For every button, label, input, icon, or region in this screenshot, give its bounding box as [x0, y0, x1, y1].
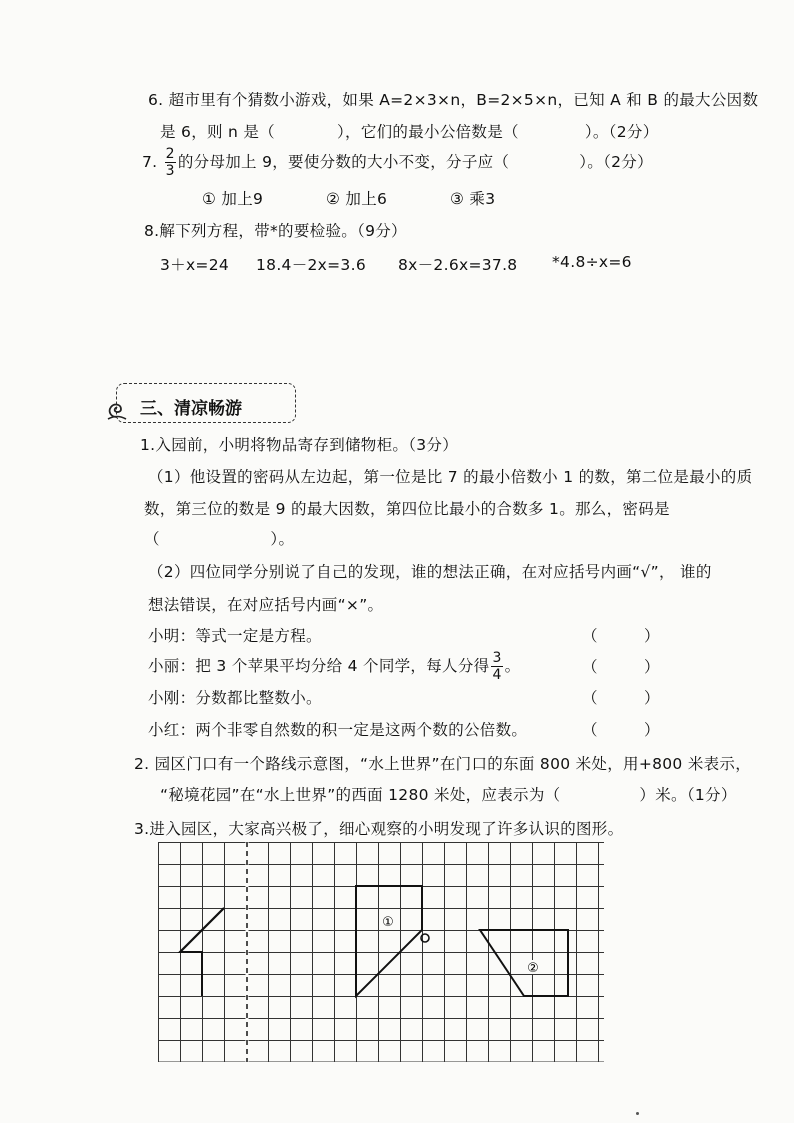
- q7-number: 7.: [142, 153, 158, 171]
- section3-title: 三、清凉畅游: [140, 399, 242, 419]
- shape-1-label: ①: [382, 915, 394, 930]
- shape-1: [356, 886, 422, 996]
- q7-option-3[interactable]: ③ 乘3: [450, 190, 496, 208]
- q8-equation-3: 8x－2.6x=37.8: [398, 256, 518, 274]
- swirl-icon: [104, 397, 130, 423]
- statement-xiaoli-suffix: 。: [504, 657, 521, 675]
- statement-xiaoming: 小明：等式一定是方程。: [148, 627, 322, 645]
- q8-equation-2: 18.4－2x=3.6: [256, 256, 366, 274]
- scan-speck: [636, 1112, 639, 1115]
- statement-xiaohong: 小红：两个非零自然数的积一定是这两个数的公倍数。: [148, 721, 528, 739]
- s3q2-line1: 2. 园区门口有一个路线示意图，“水上世界”在门口的东面 800 米处，用+800 米表示，: [134, 755, 752, 773]
- s3q3-title: 3.进入园区，大家高兴极了，细心观察的小明发现了许多认识的图形。: [134, 820, 624, 838]
- q8-equation-1: 3＋x=24: [160, 256, 230, 274]
- q7-fraction: [165, 146, 176, 179]
- q7-line: [142, 146, 653, 179]
- xiaoli-frac-den: 4: [492, 667, 502, 683]
- s3q2-line2: “秘境花园”在“水上世界”的西面 1280 米处，应表示为（ ）米。（1分）: [160, 786, 737, 804]
- statement-xiaoli: [148, 650, 520, 683]
- s3q1-p2-line2: 想法错误，在对应括号内画“×”。: [148, 596, 384, 614]
- q7-frac-num: 2: [165, 146, 175, 162]
- answer-paren-xiaohong[interactable]: （ ）: [582, 721, 660, 739]
- q7-option-2[interactable]: ② 加上6: [326, 190, 388, 208]
- statement-xiaogang: 小刚：分数都比整数小。: [148, 689, 322, 707]
- xiaoli-frac-num: 3: [492, 650, 502, 666]
- xiaoli-fraction: [491, 650, 502, 683]
- q6-text-c: ）。（2分）: [584, 123, 659, 141]
- s3q1-p1-line3[interactable]: （ ）。: [144, 530, 295, 548]
- answer-paren-xiaoli[interactable]: （ ）: [582, 658, 660, 676]
- q6-text-b: ），它们的最小公倍数是（: [336, 123, 519, 141]
- s3q1-p1-line2: 数，第三位的数是 9 的最大因数，第四位比最小的合数多 1。那么，密码是: [144, 500, 670, 518]
- q6-line2: [160, 120, 659, 142]
- shape-grid: [158, 842, 604, 1062]
- answer-paren-xiaoming[interactable]: （ ）: [582, 627, 660, 645]
- q7-option-1[interactable]: ① 加上9: [202, 190, 264, 208]
- grid-svg: [158, 842, 604, 1062]
- q7-frac-den: 3: [165, 163, 175, 179]
- s3q1-p1-line1: （1）他设置的密码从左边起，第一位是比 7 的最小倍数小 1 的数，第二位是最小的质: [148, 468, 753, 486]
- answer-paren-xiaogang[interactable]: （ ）: [582, 689, 660, 707]
- q7-text-b: ）。（2分）: [579, 153, 653, 171]
- q6-text-a: 是 6，则 n 是（: [160, 123, 275, 141]
- shape-2-label: ②: [527, 961, 539, 976]
- q8-equation-4: *4.8÷x=6: [552, 253, 632, 271]
- s3q1-p2-line1: （2）四位同学分别说了自己的发现，谁的想法正确，在对应括号内画“√”， 谁的: [148, 563, 712, 581]
- q7-text-a: 的分母加上 9，要使分数的大小不变，分子应（: [177, 153, 510, 171]
- q6-line1: 6. 超市里有个猜数小游戏，如果 A=2×3×n，B=2×5×n，已知 A 和 B 的最大公因数: [148, 91, 759, 109]
- statement-xiaoli-text: 小丽：把 3 个苹果平均分给 4 个同学，每人分得: [148, 657, 490, 675]
- s3q1-title: 1.入园前，小明将物品寄存到储物柜。（3分）: [140, 436, 459, 454]
- q8-title: 8.解下列方程，带*的要检验。（9分）: [144, 222, 407, 240]
